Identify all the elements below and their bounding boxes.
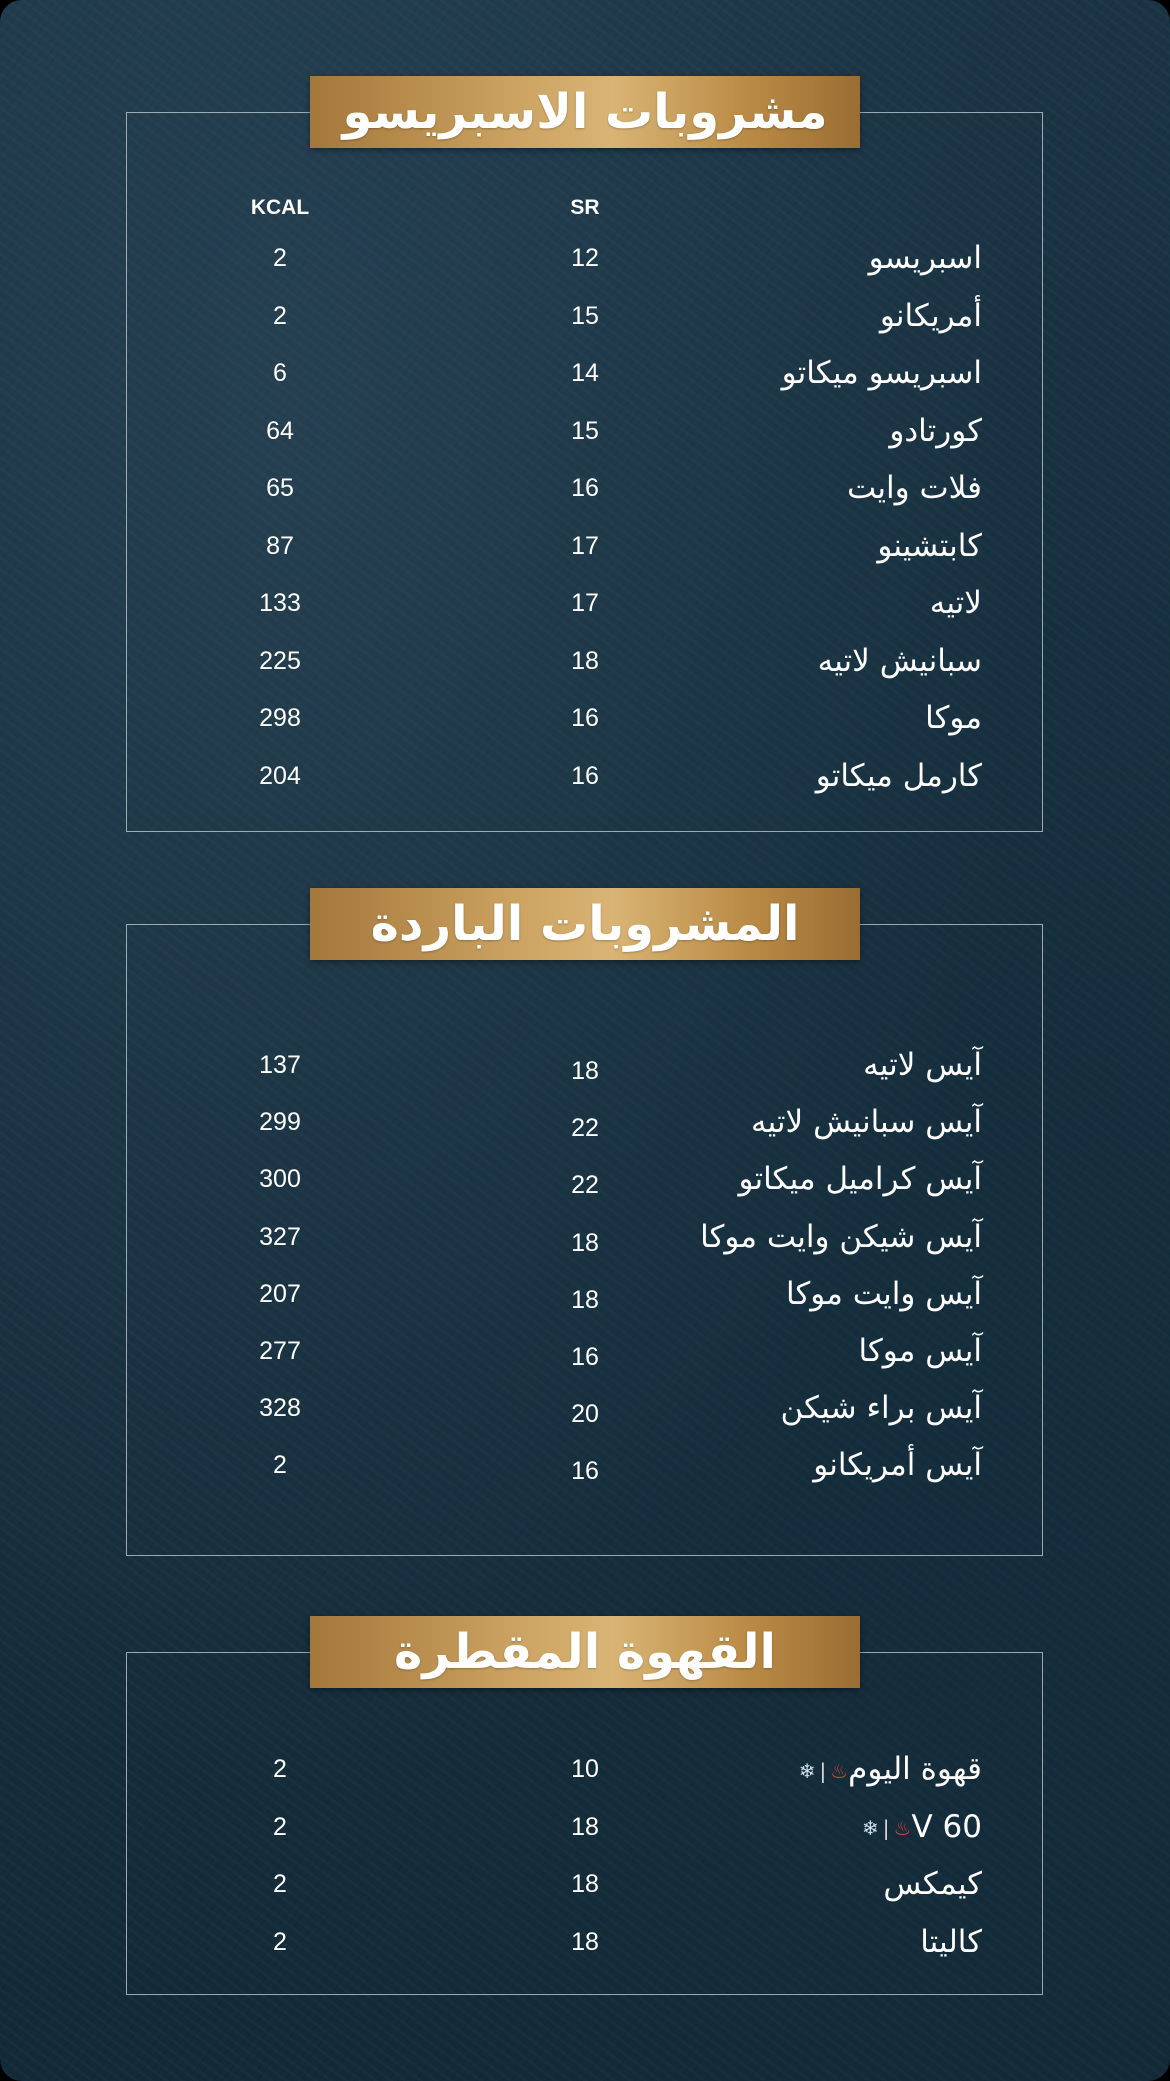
menu-item-price: 18 xyxy=(571,1812,599,1841)
menu-item-row xyxy=(0,233,1170,283)
menu-item-price: 18 xyxy=(571,1057,599,1085)
menu-item-price: 22 xyxy=(571,1114,599,1143)
menu-item-name xyxy=(847,463,982,513)
menu-item-name xyxy=(751,1097,982,1147)
flame-icon: ♨ xyxy=(893,1816,912,1840)
menu-item-calories: 328 xyxy=(259,1394,301,1423)
menu-item-name xyxy=(869,233,982,283)
menu-item-name xyxy=(883,1859,982,1909)
menu-item-name-text: آيس شيكن وايت موكا xyxy=(700,1218,982,1255)
menu-item-name-text: فلات وايت xyxy=(846,470,982,506)
menu-item-price: 16 xyxy=(571,761,599,790)
menu-item-price: 22 xyxy=(571,1171,599,1200)
menu-item-name xyxy=(813,1440,982,1490)
menu-item-name-text: سبانيش لاتيه xyxy=(817,642,982,679)
menu-item-price: 18 xyxy=(571,1228,599,1257)
menu-item-calories: 277 xyxy=(259,1337,301,1365)
menu-item-calories: 2 xyxy=(273,1755,287,1783)
menu-item-name-text: موكا xyxy=(925,700,982,736)
divider: | xyxy=(882,1816,890,1840)
menu-item-row xyxy=(0,1040,1170,1090)
menu-item-calories: 64 xyxy=(266,416,294,445)
menu-item-name xyxy=(791,1744,982,1794)
menu-item-row xyxy=(0,1097,1170,1147)
menu-item-name xyxy=(786,1269,982,1319)
menu-item-name xyxy=(930,578,982,628)
menu-item-row xyxy=(0,693,1170,743)
menu-item-price: 10 xyxy=(571,1755,599,1783)
menu-item-calories: 225 xyxy=(259,646,301,675)
menu-item-price: 15 xyxy=(571,301,599,330)
menu-item-calories: 133 xyxy=(259,589,301,617)
menu-item-name xyxy=(816,751,982,801)
menu-item-name-text: أمريكانو xyxy=(879,297,982,334)
menu-item-price: 17 xyxy=(571,589,599,617)
kcal-column-header: KCAL xyxy=(250,196,310,219)
menu-item-row xyxy=(0,1212,1170,1262)
menu-item-name-text: آيس براء شيكن xyxy=(780,1390,982,1427)
menu-item-row xyxy=(0,1154,1170,1204)
menu-item-name xyxy=(818,636,982,686)
menu-item-price: 16 xyxy=(571,704,599,732)
menu-item-row xyxy=(0,1269,1170,1319)
menu-item-price: 18 xyxy=(571,1285,599,1314)
menu-item-row xyxy=(0,578,1170,628)
menu-item-name xyxy=(781,1383,982,1433)
menu-item-calories: 2 xyxy=(273,301,287,330)
menu-item-name xyxy=(877,521,982,571)
menu-item-price: 14 xyxy=(571,359,599,387)
menu-item-row xyxy=(0,636,1170,686)
menu-item-name xyxy=(859,1326,982,1376)
menu-item-name xyxy=(700,1212,982,1262)
menu-item-row xyxy=(0,291,1170,341)
menu-item-calories: 299 xyxy=(259,1108,301,1137)
menu-item-name-text: كورتادو xyxy=(889,412,982,449)
menu-item-name-text: كاليتا xyxy=(920,1923,982,1960)
menu-item-name xyxy=(889,406,982,456)
menu-item-name-text: آيس كراميل ميكاتو xyxy=(738,1161,982,1198)
menu-item-price: 16 xyxy=(571,1457,599,1486)
divider: | xyxy=(819,1758,827,1783)
cold-drinks-section-title: المشروبات الباردة xyxy=(310,888,860,960)
menu-item-name-text: آيس وايت موكا xyxy=(786,1275,982,1312)
snowflake-icon: ❄ xyxy=(798,1758,816,1783)
menu-item-row xyxy=(0,1802,1170,1852)
menu-item-name xyxy=(925,693,982,743)
snowflake-icon: ❄ xyxy=(862,1816,879,1840)
price-column-header: SR xyxy=(570,196,600,219)
menu-item-row xyxy=(0,1326,1170,1376)
menu-item-name-text: كابتشينو xyxy=(877,527,982,564)
menu-item-name-text: قهوة اليوم xyxy=(848,1751,982,1787)
menu-item-calories: 204 xyxy=(259,761,301,790)
menu-item-name xyxy=(782,348,982,398)
menu-item-name-text: آيس سبانيش لاتيه xyxy=(750,1104,982,1141)
menu-item-price: 17 xyxy=(571,531,599,560)
menu-item-name xyxy=(738,1154,982,1204)
menu-item-row xyxy=(0,1859,1170,1909)
hot-cold-indicator xyxy=(799,1746,848,1796)
menu-item-row xyxy=(0,1440,1170,1490)
flame-icon: ♨ xyxy=(830,1758,849,1783)
menu-item-price: 18 xyxy=(571,646,599,675)
menu-item-name-text: اسبريسو ميكاتو xyxy=(781,355,982,391)
menu-item-row xyxy=(0,1744,1170,1794)
menu-item-name xyxy=(880,291,982,341)
menu-item-calories: 65 xyxy=(266,474,294,502)
menu-item-calories: 2 xyxy=(273,244,287,272)
menu-item-name-text: V 60 xyxy=(911,1808,982,1845)
menu-item-name xyxy=(854,1802,982,1852)
menu-item-name-text: كارمل ميكاتو xyxy=(815,757,982,794)
menu-item-calories: 2 xyxy=(273,1451,287,1480)
menu-item-price: 12 xyxy=(571,244,599,272)
menu-item-calories: 300 xyxy=(259,1165,301,1194)
menu-item-calories: 137 xyxy=(259,1051,301,1079)
menu-item-name-text: آيس لاتيه xyxy=(863,1047,982,1083)
menu-item-calories: 87 xyxy=(266,531,294,560)
menu-item-calories: 2 xyxy=(273,1812,287,1841)
menu-item-price: 16 xyxy=(571,1343,599,1371)
menu-item-row xyxy=(0,463,1170,513)
menu-item-calories: 207 xyxy=(259,1279,301,1308)
menu-item-price: 16 xyxy=(571,474,599,502)
menu-item-calories: 298 xyxy=(259,704,301,732)
menu-item-calories: 6 xyxy=(273,359,287,387)
menu-item-name-text: كيمكس xyxy=(883,1866,982,1902)
menu-item-price: 18 xyxy=(571,1870,599,1898)
menu-item-calories: 327 xyxy=(259,1222,301,1251)
menu-item-row xyxy=(0,1383,1170,1433)
menu-item-calories: 2 xyxy=(273,1870,287,1898)
menu-item-name-text: لاتيه xyxy=(929,585,982,621)
menu-item-price: 15 xyxy=(571,416,599,445)
menu-item-name xyxy=(863,1040,982,1090)
menu-item-name-text: آيس موكا xyxy=(858,1333,982,1369)
menu-item-row xyxy=(0,406,1170,456)
menu-item-calories: 2 xyxy=(273,1927,287,1956)
espresso-section-title: مشروبات الاسبريسو xyxy=(310,76,860,148)
menu-item-price: 18 xyxy=(571,1927,599,1956)
drip-coffee-section-title: القهوة المقطرة xyxy=(310,1616,860,1688)
menu-item-price: 20 xyxy=(571,1400,599,1429)
menu-item-name-text: آيس أمريكانو xyxy=(813,1447,982,1484)
menu-item-name xyxy=(920,1917,982,1967)
menu-item-row xyxy=(0,751,1170,801)
menu-item-row xyxy=(0,348,1170,398)
menu-item-row xyxy=(0,521,1170,571)
menu-item-row xyxy=(0,1917,1170,1967)
menu-item-name-text: اسبريسو xyxy=(868,240,982,276)
hot-cold-indicator xyxy=(862,1803,911,1853)
